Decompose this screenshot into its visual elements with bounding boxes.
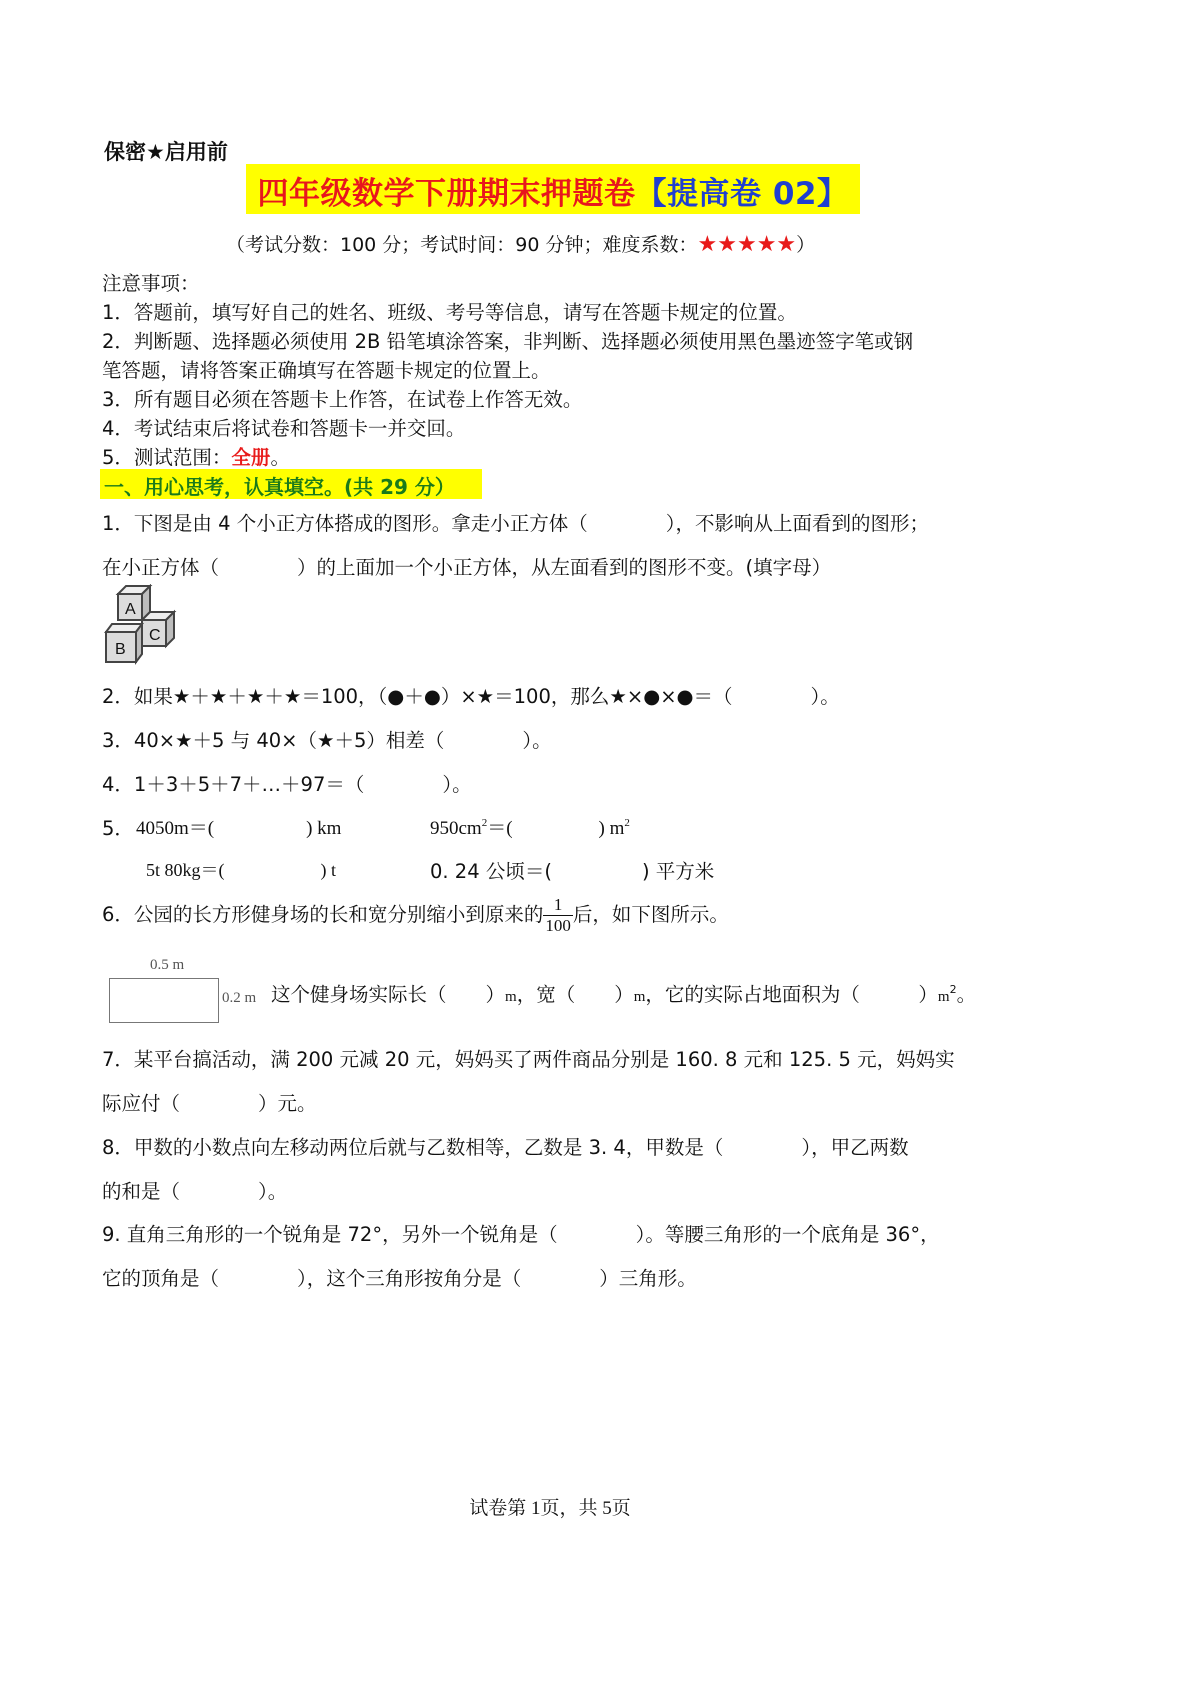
fraction-numerator: 1 (543, 895, 573, 916)
question-6-answer-line (271, 979, 976, 1007)
title-highlight (246, 164, 860, 214)
cube-label-b: B (115, 641, 126, 658)
question-8-line-1: 8．甲数的小数点向左移动两位后就与乙数相等，乙数是 3. 4，甲数是（ ），甲乙两数 (102, 1136, 909, 1159)
q5-a-right: ) km (306, 818, 342, 839)
rect-length-label: 0.5 m (150, 957, 185, 973)
q5-b-left: 950cm (430, 818, 482, 839)
page-footer: 试卷第 1页，共 5页 (469, 1498, 631, 1519)
question-9-line-1: 9. 直角三角形的一个锐角是 72°，另外一个锐角是（ ）。等腰三角形的一个底角是 36°， (102, 1223, 940, 1246)
difficulty-stars: ★★★★★ (697, 232, 797, 257)
q5-b-eq: ＝( (487, 818, 513, 839)
q6-unit-m-1: m (505, 989, 517, 1005)
exam-info-text: （考试分数：100 分；考试时间：90 分钟；难度系数： (226, 234, 698, 256)
rect-width-label: 0.2 m (222, 990, 257, 1006)
title-main: 四年级数学下册期末押题卷 (257, 176, 636, 212)
fraction-one-hundredth (543, 895, 573, 936)
q5-c-left: 5t 80kg＝( (146, 860, 225, 880)
cube-label-a: A (125, 601, 136, 618)
question-7-line-1: 7．某平台搞活动，满 200 元减 20 元，妈妈买了两件商品分别是 160. 8 元和 125. 5 元，妈妈实 (102, 1048, 955, 1071)
q6-unit-m-3: m (937, 989, 950, 1005)
question-3: 3．40×★＋5 与 40×（★＋5）相差（ ）。 (102, 729, 552, 752)
note-5-label: 5．测试范围： (102, 446, 232, 469)
q5-b-exponent-2: 2 (624, 817, 630, 829)
cube-figure (100, 584, 186, 670)
exam-info-close: ） (796, 234, 816, 256)
question-8-line-2: 的和是（ ）。 (102, 1180, 288, 1203)
note-1: 1．答题前，填写好自己的姓名、班级、考号等信息，请写在答题卡规定的位置。 (102, 301, 797, 324)
exam-info (226, 230, 815, 257)
question-1-line-1: 1．下图是由 4 个小正方体搭成的图形。拿走小正方体（ ），不影响从上面看到的图形； (102, 512, 929, 535)
q5-d-left: 0. 24 公顷＝( (430, 860, 552, 883)
q6-text-end: 后，如下图所示。 (572, 903, 729, 926)
section-1-heading: 一、用心思考，认真填空。(共 29 分） (104, 475, 455, 499)
cube-b-side (136, 624, 142, 662)
note-3: 3．所有题目必须在答题卡上作答，在试卷上作答无效。 (102, 388, 583, 411)
q6-area-blank: ，它的实际占地面积为（ ） (645, 983, 938, 1006)
question-9-line-2: 它的顶角是（ ），这个三角形按角分是（ ）三角形。 (102, 1267, 697, 1290)
q5-d-right: ) 平方米 (641, 860, 715, 883)
question-1-line-2: 在小正方体（ ）的上面加一个小正方体，从左面看到的图形不变。(填字母） (102, 556, 832, 579)
q6-exponent: 2 (949, 983, 957, 996)
notes-heading: 注意事项： (102, 272, 200, 295)
question-5-d (430, 856, 714, 884)
question-6 (102, 895, 729, 936)
confidential-label: 保密★启用前 (104, 140, 228, 164)
question-5-c (146, 856, 336, 882)
cube-label-c: C (149, 627, 161, 644)
question-4: 4．1＋3＋5＋7＋…＋97＝（ ）。 (102, 773, 472, 796)
q5-b-right: ) m (598, 818, 625, 839)
question-5-b (430, 813, 630, 840)
q6-text: 6．公园的长方形健身场的长和宽分别缩小到原来的 (102, 903, 544, 926)
q5-a-left: 4050m＝( (136, 818, 215, 839)
q6-end: 。 (956, 983, 977, 1006)
q6-length-blank: 这个健身场实际长（ ） (271, 983, 506, 1006)
page-title (246, 168, 860, 213)
question-2: 2．如果★＋★＋★＋★＝100，（●＋●）×★＝100，那么★×●×●＝（ ）。 (102, 685, 840, 708)
note-5-end: 。 (270, 446, 290, 469)
question-7-line-2: 际应付（ ）元。 (102, 1092, 317, 1115)
question-5-number: 5． (102, 817, 134, 840)
q5-b-exponent: 2 (481, 817, 488, 829)
test-scope: 全册 (231, 446, 271, 469)
q5-c-right: ) t (320, 860, 336, 880)
q6-width-blank: ，宽（ ） (516, 983, 634, 1006)
title-tag: 【提高卷 02】 (635, 176, 849, 212)
section-1-highlight (100, 469, 482, 499)
scaled-rectangle (109, 978, 219, 1023)
note-4: 4．考试结束后将试卷和答题卡一并交回。 (102, 417, 466, 440)
note-2b: 笔答题，请将答案正确填写在答题卡规定的位置上。 (102, 359, 551, 382)
question-5-a (136, 813, 341, 840)
fraction-denominator: 100 (545, 916, 571, 935)
note-2a: 2．判断题、选择题必须使用 2B 铅笔填涂答案，非判断、选择题必须使用黑色墨迹签字笔或钢 (102, 330, 914, 353)
q6-unit-m-2: m (633, 989, 646, 1005)
note-5 (102, 442, 290, 470)
